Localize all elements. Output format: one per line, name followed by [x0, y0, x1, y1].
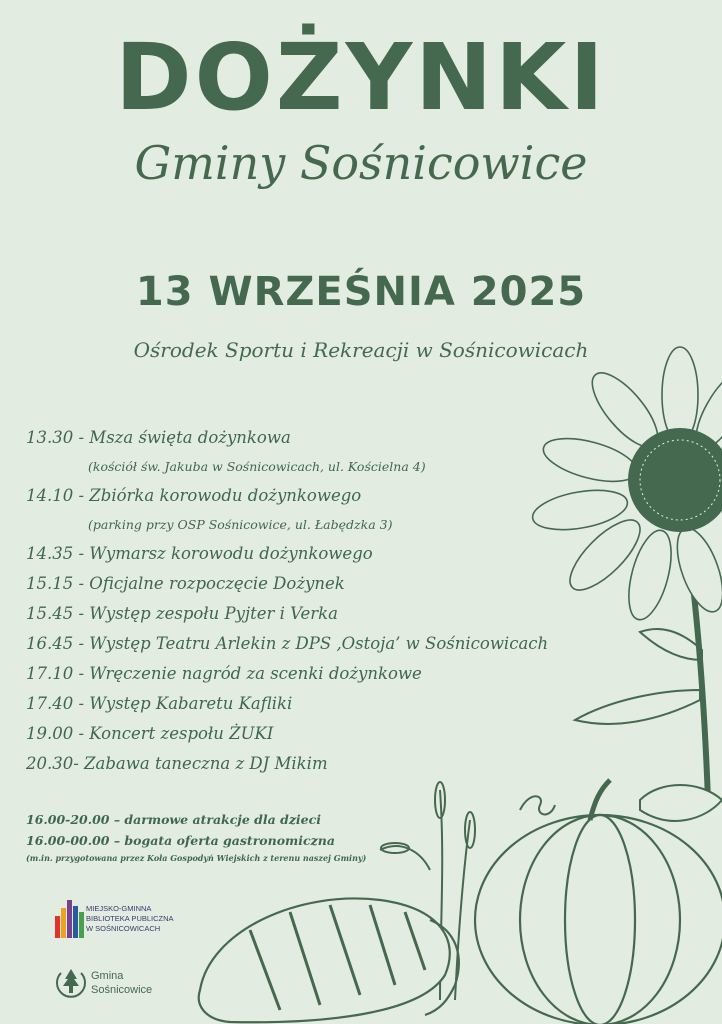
schedule-note: (parking przy OSP Sośnicowice, ul. Łabędzka 3): [88, 517, 393, 532]
schedule-item: 14.10 - Zbiórka korowodu dożynkowego: [26, 486, 362, 505]
schedule-item: 15.15 - Oficjalne rozpoczęcie Dożynek: [26, 574, 345, 593]
gmina-logo-line: Sośnicowice: [91, 984, 153, 996]
schedule-item: 17.10 - Wręczenie nagród za scenki dożynkowe: [26, 664, 422, 683]
schedule-item: 13.30 - Msza święta dożynkowa: [26, 428, 291, 447]
schedule-item: 14.35 - Wymarsz korowodu dożynkowego: [26, 544, 373, 563]
extra-item: 16.00-00.00 – bogata oferta gastronomiczna: [26, 833, 335, 848]
pumpkin-leaf: [640, 785, 722, 821]
sunflower-leaf: [640, 629, 702, 660]
extra-item: 16.00-20.00 – darmowe atrakcje dla dzieci: [26, 812, 321, 827]
tree-emblem-icon: [55, 965, 87, 999]
pumpkin-vine: [520, 796, 555, 814]
schedule-item: 19.00 - Koncert zespołu ŻUKI: [26, 724, 274, 743]
schedule-item: 17.40 - Występ Kabaretu Kafliki: [26, 694, 293, 713]
event-title: DOŻYNKI: [115, 24, 607, 131]
event-subtitle: Gminy Sośnicowice: [134, 136, 588, 190]
event-venue: Ośrodek Sportu i Rekreacji w Sośnicowicach: [133, 338, 589, 362]
library-logo-line: W SOŚNICOWICACH: [86, 924, 161, 933]
schedule-note: (kościół św. Jakuba w Sośnicowicach, ul. Kościelna 4): [88, 459, 426, 474]
extra-footnote: (m.in. przygotowana przez Koła Gospodyń Wiejskich z terenu naszej Gminy): [26, 853, 367, 863]
schedule-item: 15.45 - Występ zespołu Pyjter i Verka: [26, 604, 339, 623]
extra-attractions: [26, 810, 446, 866]
library-logo: [55, 898, 235, 940]
gmina-logo: [55, 965, 185, 1003]
library-logo-icon: [55, 900, 83, 938]
gmina-logo-line: Gmina: [91, 970, 124, 982]
schedule-item: 20.30- Zabawa taneczna z DJ Mikim: [26, 754, 328, 773]
library-logo-line: BIBLIOTEKA PUBLICZNA: [86, 914, 174, 923]
event-date: 13 WRZEŚNIA 2025: [135, 269, 587, 315]
library-logo-line: MIEJSKO-GMINNA: [86, 904, 152, 913]
bread-loaf: [199, 898, 459, 1022]
schedule-list: [26, 426, 606, 782]
schedule-item: 16.45 - Występ Teatru Arlekin z DPS ‚Ostoja’ w Sośnicowicach: [26, 634, 549, 653]
